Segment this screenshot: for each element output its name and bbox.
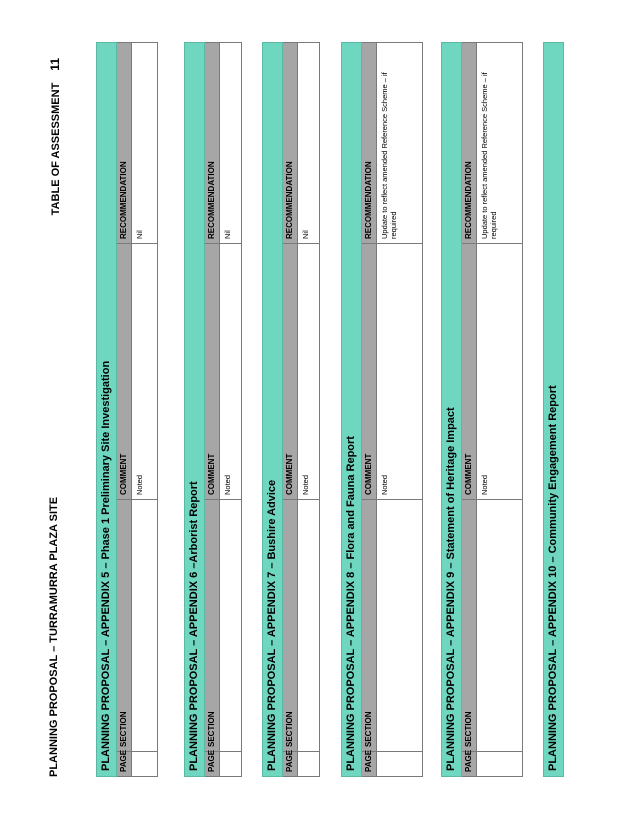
recommendation-cell: Update to reflect amended Reference Scheme – if required <box>477 43 523 244</box>
table-title: PLANNING PROPOSAL – APPENDIX 6 –Arborist Report <box>185 43 205 777</box>
table-title: PLANNING PROPOSAL – APPENDIX 7 – Bushire Advice <box>263 43 283 777</box>
recommendation-cell: Nil <box>132 43 158 244</box>
section-cell <box>477 500 523 752</box>
page-cell <box>298 752 320 777</box>
section-title: TABLE OF ASSESSMENT <box>50 82 62 216</box>
recommendation-cell: Nil <box>298 43 320 244</box>
recommendation-column-header: RECOMMENDATION <box>205 43 220 244</box>
table-title: PLANNING PROPOSAL – APPENDIX 8 – Flora and Fauna Report <box>342 43 362 777</box>
page-column-header: PAGE <box>462 752 477 777</box>
comment-cell: Noted <box>477 244 523 500</box>
page-column-header: PAGE <box>283 752 298 777</box>
comment-column-header: COMMENT <box>117 244 132 500</box>
section-column-header: SECTION <box>205 500 220 752</box>
appendix-10-table <box>543 42 564 777</box>
section-cell <box>132 500 158 752</box>
recommendation-cell: Nil <box>220 43 242 244</box>
recommendation-column-header: RECOMMENDATION <box>283 43 298 244</box>
page-cell <box>377 752 423 777</box>
table-title: PLANNING PROPOSAL – APPENDIX 9 – Statement of Heritage Impact <box>442 43 462 777</box>
page-cell <box>220 752 242 777</box>
section-column-header: SECTION <box>117 500 132 752</box>
recommendation-column-header: RECOMMENDATION <box>362 43 377 244</box>
comment-column-header: COMMENT <box>283 244 298 500</box>
comment-column-header: COMMENT <box>362 244 377 500</box>
comment-cell: Noted <box>377 244 423 500</box>
comment-column-header: COMMENT <box>205 244 220 500</box>
section-column-header: SECTION <box>283 500 298 752</box>
appendix-9-table <box>441 42 523 777</box>
comment-cell: Noted <box>132 244 158 500</box>
comment-column-header: COMMENT <box>462 244 477 500</box>
page-column-header: PAGE <box>117 752 132 777</box>
table-title: PLANNING PROPOSAL – APPENDIX 10 – Community Engagement Report <box>544 43 564 777</box>
table-title: PLANNING PROPOSAL – APPENDIX 5 – Phase 1 Preliminary Site Investigation <box>97 43 117 777</box>
recommendation-column-header: RECOMMENDATION <box>117 43 132 244</box>
section-column-header: SECTION <box>362 500 377 752</box>
recommendation-cell: Update to reflect amended Reference Scheme – if required <box>377 43 423 244</box>
page-cell <box>132 752 158 777</box>
section-cell <box>220 500 242 752</box>
section-cell <box>298 500 320 752</box>
page-column-header: PAGE <box>362 752 377 777</box>
section-column-header: SECTION <box>462 500 477 752</box>
document-title-header: PLANNING PROPOSAL – TURRAMURRA PLAZA SITE <box>48 496 60 777</box>
recommendation-column-header: RECOMMENDATION <box>462 43 477 244</box>
comment-cell: Noted <box>220 244 242 500</box>
appendix-6-table <box>184 42 242 777</box>
comment-cell: Noted <box>298 244 320 500</box>
appendix-8-table <box>341 42 423 777</box>
appendix-5-table <box>96 42 158 777</box>
page-number: 11 <box>48 58 62 71</box>
page-cell <box>477 752 523 777</box>
page-column-header: PAGE <box>205 752 220 777</box>
section-header <box>48 58 68 215</box>
section-cell <box>377 500 423 752</box>
appendix-7-table <box>262 42 320 777</box>
